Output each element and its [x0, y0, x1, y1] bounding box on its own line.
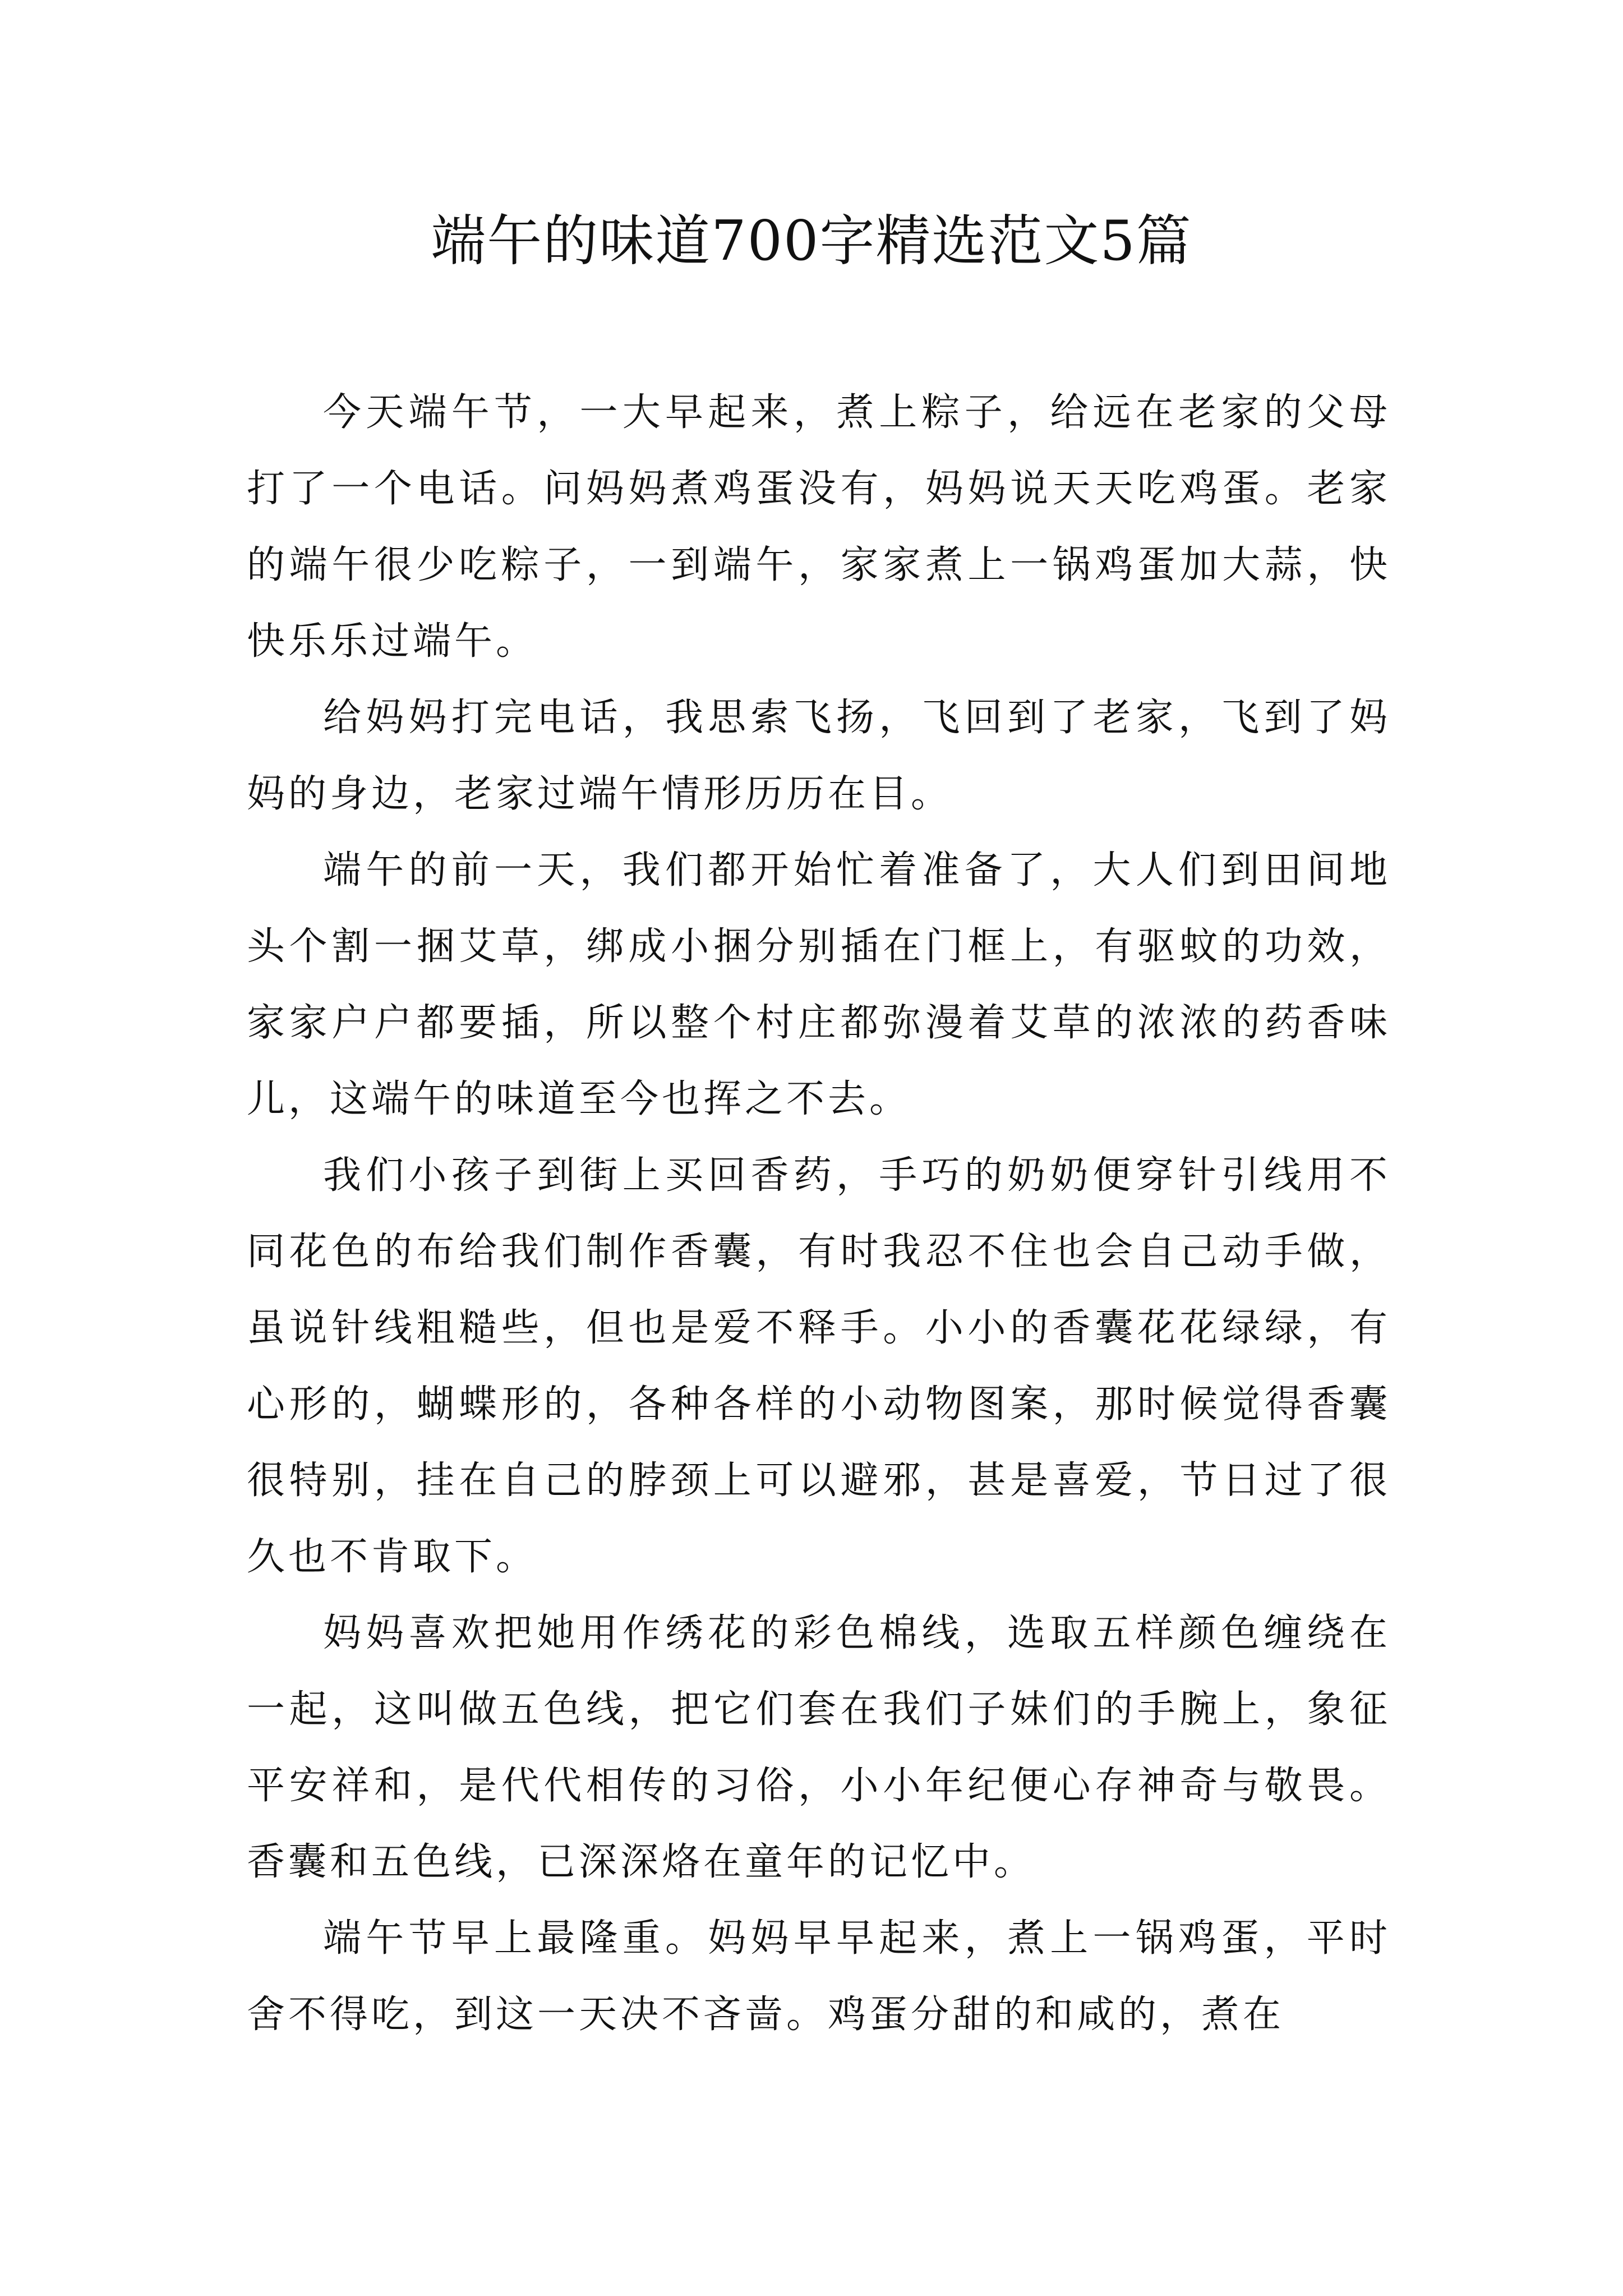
document-body — [247, 375, 1391, 2053]
paragraph: 妈妈喜欢把她用作绣花的彩色棉线，选取五样颜色缠绕在一起，这叫做五色线，把它们套在我们子妹们的手腕上，象征平安祥和，是代代相传的习俗，小小年纪便心存神奇与敬畏。香囊和五色线，已深深烙在童年的记忆中。 — [247, 1611, 1391, 1884]
document-title: 端午的味道700字精选范文5篇 — [431, 209, 1192, 273]
paragraph: 端午节早上最隆重。妈妈早早起来，煮上一锅鸡蛋，平时舍不得吃，到这一天决不吝啬。鸡蛋分甜的和咸的，煮在 — [247, 1916, 1391, 2037]
paragraph: 给妈妈打完电话，我思索飞扬，飞回到了老家，飞到了妈妈的身边，老家过端午情形历历在目。 — [247, 696, 1391, 816]
paragraph: 我们小孩子到街上买回香药，手巧的奶奶便穿针引线用不同花色的布给我们制作香囊，有时我忍不住也会自己动手做，虽说针线粗糙些，但也是爱不释手。小小的香囊花花绿绿，有心形的，蝴蝶形的，各种各样的小动物图案，那时候觉得香囊很特别，挂在自己的脖颈上可以避邪，甚是喜爱，节日过了很久也不肯取下。 — [247, 1153, 1391, 1579]
paragraph: 今天端午节，一大早起来，煮上粽子，给远在老家的父母打了一个电话。问妈妈煮鸡蛋没有，妈妈说天天吃鸡蛋。老家的端午很少吃粽子，一到端午，家家煮上一锅鸡蛋加大蒜，快快乐乐过端午。 — [247, 390, 1391, 664]
paragraph: 端午的前一天，我们都开始忙着准备了，大人们到田间地头个割一捆艾草，绑成小捆分别插在门框上，有驱蚊的功效，家家户户都要插，所以整个村庄都弥漫着艾草的浓浓的药香味儿，这端午的味道至今也挥之不去。 — [247, 848, 1391, 1121]
